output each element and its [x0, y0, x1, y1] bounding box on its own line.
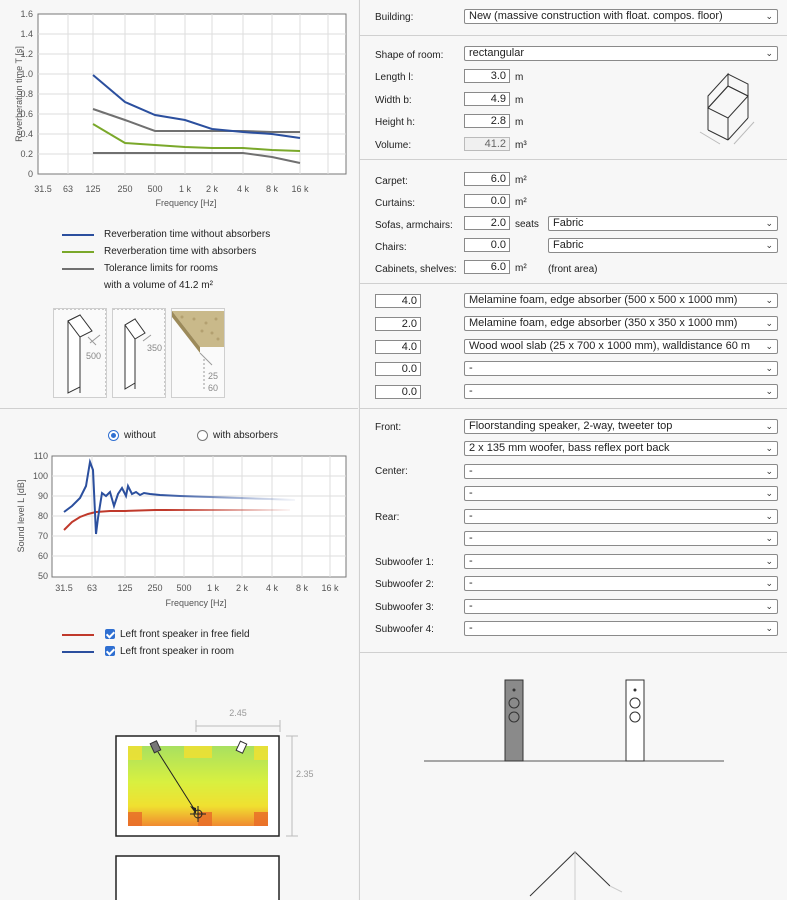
- chevron-down-icon: ⌄: [765, 511, 773, 521]
- absorber-type-value: Melamine foam, edge absorber (500 x 500 x 1000 mm): [469, 294, 738, 306]
- chevron-down-icon: ⌄: [765, 533, 773, 543]
- cabinets-unit: m²: [515, 263, 527, 274]
- y-tick: 1.6: [20, 9, 33, 19]
- chairs-material-value: Fabric: [553, 239, 584, 251]
- shape-select[interactable]: [464, 46, 778, 61]
- absorber-qty-input[interactable]: 0.0: [375, 362, 421, 376]
- x-tick: 500: [176, 583, 192, 593]
- chevron-down-icon: ⌄: [765, 318, 773, 328]
- y-tick: 1.0: [20, 69, 33, 79]
- room-depth-dim: 2.35: [296, 769, 314, 779]
- legend-with-label: Reverberation time with absorbers: [104, 246, 257, 257]
- sofas-material-select[interactable]: [548, 216, 778, 231]
- x-tick: 1 k: [178, 184, 192, 194]
- subwoofer-3-select[interactable]: [464, 599, 778, 614]
- absorber-type-value: Wood wool slab (25 x 700 x 1000 mm), walldistance 60 m: [469, 340, 751, 352]
- room-perspective-icon: [530, 852, 622, 900]
- thumb-dim: 25: [208, 371, 219, 381]
- carpet-unit: m²: [515, 175, 527, 186]
- right-panel: [359, 0, 787, 900]
- edge-absorber-350-thumb: [112, 308, 166, 398]
- x-tick: 1 k: [206, 583, 220, 593]
- y-tick: 1.2: [20, 49, 33, 59]
- mode-without-label[interactable]: without: [124, 430, 156, 441]
- y-tick: 60: [37, 551, 48, 561]
- front-speaker-select[interactable]: [464, 419, 778, 434]
- reverb-chart: [0, 0, 358, 215]
- volume-unit: m³: [515, 140, 527, 151]
- absorber-type-select[interactable]: [464, 316, 778, 331]
- length-label: Length l:: [375, 72, 414, 83]
- chevron-down-icon: ⌄: [765, 556, 773, 566]
- chevron-down-icon: ⌄: [765, 386, 773, 396]
- chairs-material-select[interactable]: [548, 238, 778, 253]
- carpet-input[interactable]: 6.0: [464, 172, 510, 186]
- center-woofer-select[interactable]: [464, 486, 778, 501]
- in-room-checkbox[interactable]: [105, 646, 115, 656]
- absorber-qty-input[interactable]: 0.0: [375, 385, 421, 399]
- x-tick: 16 k: [291, 184, 309, 194]
- legend-free-swatch: [62, 634, 94, 636]
- legend-room-label: Left front speaker in room: [120, 646, 234, 657]
- edge-absorber-icon: [113, 309, 165, 397]
- x-axis-label: Frequency [Hz]: [155, 198, 217, 208]
- rear-speaker-select[interactable]: [464, 509, 778, 524]
- legend-tolerance-swatch: [62, 268, 94, 270]
- chevron-down-icon: ⌄: [765, 295, 773, 305]
- absorber-qty-input[interactable]: 2.0: [375, 317, 421, 331]
- mode-with-label[interactable]: with absorbers: [213, 430, 279, 441]
- legend-with-swatch: [62, 251, 94, 253]
- x-tick: 63: [62, 184, 74, 194]
- volume-output: 41.2: [464, 137, 510, 151]
- shape-label: Shape of room:: [375, 50, 444, 61]
- shape-value: rectangular: [469, 47, 525, 59]
- chevron-down-icon: ⌄: [765, 341, 773, 351]
- wood-wool-slab-thumb: [171, 308, 225, 398]
- legend-room-swatch: [62, 651, 94, 653]
- divider: [0, 408, 358, 409]
- subwoofer-2-value: -: [469, 577, 473, 589]
- sub1-label: Subwoofer 1:: [375, 557, 434, 568]
- chevron-down-icon: ⌄: [765, 443, 773, 453]
- volume-label: Volume:: [375, 140, 412, 151]
- sofas-label: Sofas, armchairs:: [375, 220, 453, 231]
- mode-with-radio[interactable]: [197, 430, 208, 441]
- subwoofer-4-select[interactable]: [464, 621, 778, 636]
- y-tick: 80: [37, 511, 48, 521]
- sound-level-chart: [0, 448, 358, 618]
- y-tick: 90: [37, 491, 48, 501]
- y-tick: 0.4: [20, 129, 33, 139]
- room-box-icon: [690, 72, 780, 152]
- chevron-down-icon: ⌄: [765, 218, 773, 228]
- x-tick: 4 k: [265, 583, 279, 593]
- cabinets-note: (front area): [548, 264, 598, 275]
- chevron-down-icon: ⌄: [765, 240, 773, 250]
- length-unit: m: [515, 72, 524, 83]
- x-tick: 250: [117, 184, 133, 194]
- height-input[interactable]: 2.8: [464, 114, 510, 128]
- x-tick: 8 k: [295, 583, 309, 593]
- absorber-qty-input[interactable]: 4.0: [375, 294, 421, 308]
- x-tick: 500: [147, 184, 163, 194]
- y-tick: 70: [37, 531, 48, 541]
- center-woofer-value: -: [469, 487, 473, 499]
- sub2-label: Subwoofer 2:: [375, 579, 434, 590]
- sofas-material-value: Fabric: [553, 217, 584, 229]
- front-woofer-select[interactable]: [464, 441, 778, 456]
- rear-woofer-select[interactable]: [464, 531, 778, 546]
- width-unit: m: [515, 95, 524, 106]
- x-tick: 2 k: [205, 184, 219, 194]
- front-woofer-value: 2 x 135 mm woofer, bass reflex port back: [469, 442, 670, 454]
- chevron-down-icon: ⌄: [765, 421, 773, 431]
- edge-absorber-icon: [54, 309, 106, 397]
- edge-absorber-500-thumb: [53, 308, 107, 398]
- rear-label: Rear:: [375, 512, 400, 523]
- height-label: Height h:: [375, 117, 416, 128]
- curtains-unit: m²: [515, 197, 527, 208]
- y-tick: 0.6: [20, 109, 33, 119]
- width-input[interactable]: 4.9: [464, 92, 510, 106]
- y-tick: 50: [37, 571, 48, 581]
- chevron-down-icon: ⌄: [765, 623, 773, 633]
- thumb-dim: 350: [147, 343, 163, 353]
- speaker-right-front-icon: [626, 680, 644, 761]
- absorber-type-select[interactable]: [464, 361, 778, 376]
- rear-speaker-value: -: [469, 510, 473, 522]
- legend-free-label: Left front speaker in free field: [120, 629, 250, 640]
- subwoofer-3-value: -: [469, 600, 473, 612]
- divider: [360, 283, 787, 284]
- absorber-type-value: Melamine foam, edge absorber (350 x 350 x 1000 mm): [469, 317, 738, 329]
- absorber-type-select[interactable]: [464, 339, 778, 354]
- x-tick: 8 k: [265, 184, 279, 194]
- front-speaker-value: Floorstanding speaker, 2-way, tweeter top: [469, 420, 673, 432]
- y-tick: 100: [32, 471, 48, 481]
- x-tick: 125: [117, 583, 133, 593]
- absorber-type-value: -: [469, 362, 473, 374]
- free-field-checkbox[interactable]: [105, 629, 115, 639]
- building-select[interactable]: [464, 9, 778, 24]
- width-label: Width b:: [375, 95, 412, 106]
- subwoofer-1-select[interactable]: [464, 554, 778, 569]
- y-tick: 0: [27, 169, 33, 179]
- center-speaker-select[interactable]: [464, 464, 778, 479]
- x-tick: 4 k: [236, 184, 250, 194]
- cabinets-label: Cabinets, shelves:: [375, 264, 457, 275]
- speaker-front-view: [360, 660, 787, 900]
- building-value: New (massive construction with float. compos. floor): [469, 10, 723, 22]
- thumb-dim: 60: [208, 383, 219, 393]
- wood-wool-icon: [172, 309, 224, 397]
- cabinets-input[interactable]: 6.0: [464, 260, 510, 274]
- rear-woofer-value: -: [469, 532, 473, 544]
- subwoofer-4-value: -: [469, 622, 473, 634]
- x-tick: 63: [86, 583, 98, 593]
- height-unit: m: [515, 117, 524, 128]
- curtains-label: Curtains:: [375, 198, 416, 209]
- front-label: Front:: [375, 422, 402, 433]
- room-plan: [100, 700, 358, 900]
- divider: [360, 35, 787, 36]
- center-label: Center:: [375, 466, 408, 477]
- legend-tolerance-label: Tolerance limits for rooms: [104, 263, 218, 274]
- y-axis-label: Reverberation time T [s]: [14, 46, 24, 142]
- chevron-down-icon: ⌄: [765, 578, 773, 588]
- sofas-input[interactable]: 2.0: [464, 216, 510, 230]
- y-tick: 0.2: [20, 149, 33, 159]
- subwoofer-1-value: -: [469, 555, 473, 567]
- x-tick: 16 k: [321, 583, 339, 593]
- y-axis-label: Sound level L [dB]: [16, 479, 26, 553]
- x-tick: 2 k: [235, 583, 249, 593]
- chairs-input[interactable]: 0.0: [464, 238, 510, 252]
- sub3-label: Subwoofer 3:: [375, 602, 434, 613]
- x-tick: 250: [147, 583, 163, 593]
- chevron-down-icon: ⌄: [765, 48, 773, 58]
- length-input[interactable]: 3.0: [464, 69, 510, 83]
- chevron-down-icon: ⌄: [765, 488, 773, 498]
- chairs-label: Chairs:: [375, 242, 407, 253]
- divider: [360, 652, 787, 653]
- chevron-down-icon: ⌄: [765, 466, 773, 476]
- chevron-down-icon: ⌄: [765, 601, 773, 611]
- left-panel: [0, 0, 358, 900]
- subwoofer-2-select[interactable]: [464, 576, 778, 591]
- x-tick: 31.5: [55, 583, 73, 593]
- absorber-type-select[interactable]: [464, 384, 778, 399]
- legend-tolerance-volume: with a volume of 41.2 m²: [104, 280, 213, 291]
- carpet-label: Carpet:: [375, 176, 408, 187]
- x-tick: 125: [85, 184, 101, 194]
- sub4-label: Subwoofer 4:: [375, 624, 434, 635]
- y-tick: 0.8: [20, 89, 33, 99]
- thumb-dim: 500: [86, 351, 102, 361]
- x-tick: 31.5: [34, 184, 52, 194]
- y-tick: 1.4: [20, 29, 33, 39]
- legend-without-swatch: [62, 234, 94, 236]
- center-speaker-value: -: [469, 465, 473, 477]
- divider: [360, 408, 787, 409]
- x-axis-label: Frequency [Hz]: [165, 598, 227, 608]
- y-tick: 110: [33, 451, 48, 461]
- curtains-input[interactable]: 0.0: [464, 194, 510, 208]
- legend-without-label: Reverberation time without absorbers: [104, 229, 271, 240]
- absorber-qty-input[interactable]: 4.0: [375, 340, 421, 354]
- chevron-down-icon: ⌄: [765, 363, 773, 373]
- building-label: Building:: [375, 12, 414, 23]
- speaker-left-front-icon: [505, 680, 523, 761]
- absorber-type-value: -: [469, 385, 473, 397]
- sofas-unit: seats: [515, 219, 539, 230]
- room-width-dim: 2.45: [229, 708, 247, 718]
- absorber-type-select[interactable]: [464, 293, 778, 308]
- mode-without-radio[interactable]: [108, 430, 119, 441]
- divider: [360, 159, 787, 160]
- chevron-down-icon: ⌄: [765, 11, 773, 21]
